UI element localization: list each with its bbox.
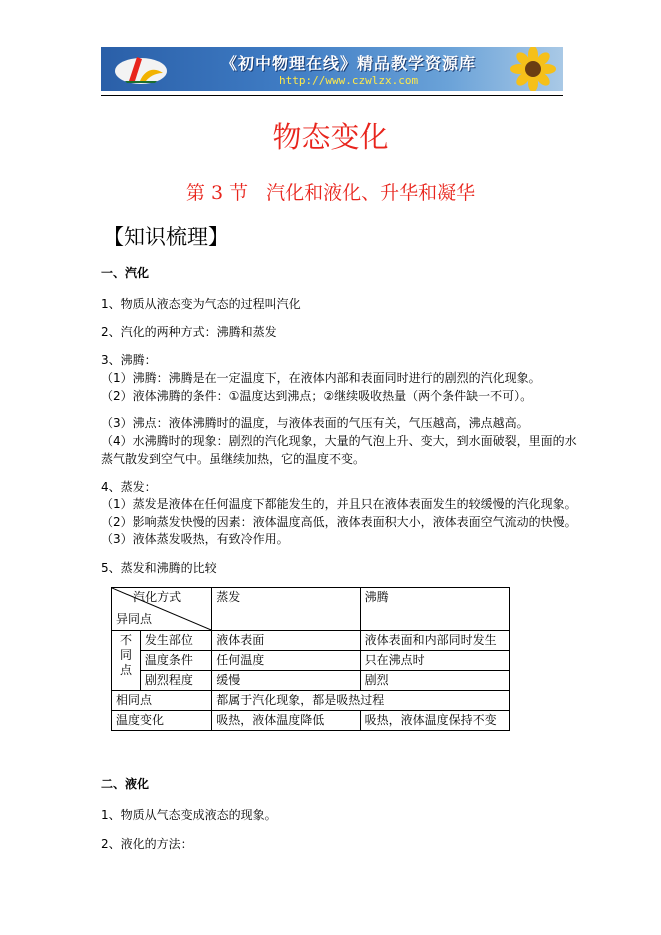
diagonal-header-cell xyxy=(112,588,212,631)
banner-url: http://www.czwlzx.com xyxy=(279,74,419,87)
text-line: （1）蒸发是液体在任何温度下都能发生的，并且只在液体表面发生的较缓慢的汽化现象。 xyxy=(101,497,577,511)
text-line: 蒸气散发到空气中。虽继续加热，它的温度不变。 xyxy=(101,452,366,466)
text-line: 3、沸腾： xyxy=(101,353,157,367)
text-line: （3）液体蒸发吸热，有致冷作用。 xyxy=(101,532,289,546)
diag-top-label: 汽化方式 xyxy=(133,590,182,604)
part2-heading: 二、液化 xyxy=(101,777,150,791)
table-row xyxy=(112,691,510,711)
diff-char: 同 xyxy=(119,648,132,662)
row-label: 温度条件 xyxy=(140,651,211,671)
row-label: 发生部位 xyxy=(140,631,211,651)
text-line: 4、蒸发： xyxy=(101,480,157,494)
same-value: 都属于汽化现象，都是吸热过程 xyxy=(212,691,510,711)
page-title: 物态变化 xyxy=(272,120,389,154)
cell-boil: 液体表面和内部同时发生 xyxy=(360,631,509,651)
sunflower-icon xyxy=(503,47,559,91)
row-label: 剧烈程度 xyxy=(140,671,211,691)
text-line: （1）沸腾：沸腾是在一定温度下，在液体内部和表面同时进行的剧烈的汽化现象。 xyxy=(101,371,541,385)
diag-bottom-label: 异同点 xyxy=(116,612,153,626)
text-line: （2）影响蒸发快慢的因素：液体温度高低，液体表面积大小，液体表面空气流动的快慢。 xyxy=(101,515,577,529)
cell-boil: 只在沸点时 xyxy=(360,651,509,671)
diff-char: 点 xyxy=(119,663,132,677)
section-number: 第 3 节 xyxy=(185,182,249,204)
table-row xyxy=(112,588,510,631)
table-row xyxy=(112,671,510,691)
cell-boil: 剧烈 xyxy=(360,671,509,691)
knowledge-heading: 【知识梳理】 xyxy=(103,225,229,249)
text-line: 1、物质从气态变成液态的现象。 xyxy=(101,808,277,822)
site-logo-icon xyxy=(111,51,171,87)
comparison-table xyxy=(111,587,510,731)
table-row xyxy=(112,631,510,651)
cell-evap: 液体表面 xyxy=(212,631,360,651)
same-label: 相同点 xyxy=(112,691,212,711)
section-title xyxy=(0,178,661,205)
temp-evap: 吸热，液体温度降低 xyxy=(212,711,360,731)
banner-title: 《初中物理在线》精品教学资源库 xyxy=(221,54,477,73)
header-banner xyxy=(101,47,563,91)
text-line: 2、液化的方法： xyxy=(101,837,193,851)
diff-label-cell xyxy=(112,631,141,691)
table-row xyxy=(112,651,510,671)
text-line: 1、物质从液态变为气态的过程叫汽化 xyxy=(101,297,301,311)
diff-char: 不 xyxy=(119,633,132,647)
text-line: 5、蒸发和沸腾的比较 xyxy=(101,561,217,575)
table-header-evap: 蒸发 xyxy=(212,588,360,631)
temp-label: 温度变化 xyxy=(112,711,212,731)
text-line: （4）水沸腾时的现象：剧烈的汽化现象，大量的气泡上升、变大，到水面破裂，里面的水 xyxy=(101,434,577,448)
section-name: 汽化和液化、升华和凝华 xyxy=(266,182,476,204)
text-line: （2）液体沸腾的条件：①温度达到沸点；②继续吸收热量（两个条件缺一不可）。 xyxy=(101,389,533,403)
cell-evap: 缓慢 xyxy=(212,671,360,691)
header-rule xyxy=(101,95,563,96)
cell-evap: 任何温度 xyxy=(212,651,360,671)
table-header-boil: 沸腾 xyxy=(360,588,509,631)
temp-boil: 吸热，液体温度保持不变 xyxy=(360,711,509,731)
table-row xyxy=(112,711,510,731)
part1-heading: 一、汽化 xyxy=(101,266,150,280)
text-line: （3）沸点：液体沸腾时的温度，与液体表面的气压有关，气压越高，沸点越高。 xyxy=(101,416,529,430)
text-line: 2、汽化的两种方式：沸腾和蒸发 xyxy=(101,325,277,339)
